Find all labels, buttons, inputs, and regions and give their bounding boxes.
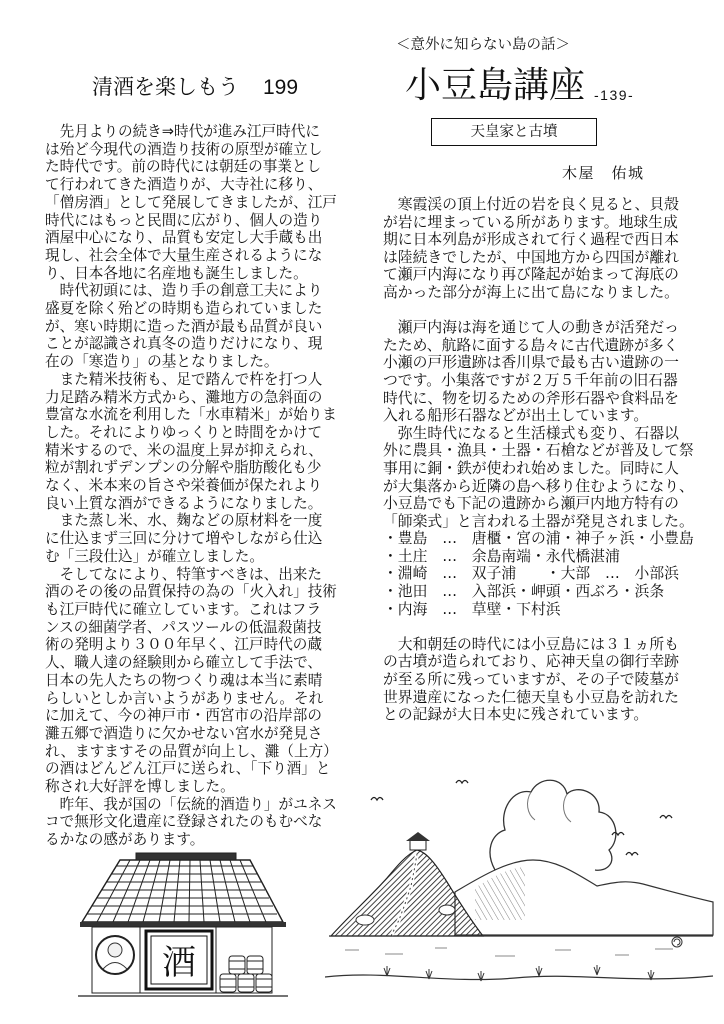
text-line: 酒屋中心になり、品質も安定し大手蔵も出 [45,229,323,247]
text-line: て行われてきた酒造りが、大寺社に移り、 [45,176,323,194]
text-line: 先月よりの続き⇒時代が進み江戸時代に [45,123,320,140]
text-line: 盛夏を除く殆どの時期も造られていました [45,300,323,318]
text-line: 時代初頭には、造り手の創意工夫により [45,282,323,300]
text-line: り、日本各地に名産地も誕生しました。 [45,264,308,282]
text-line: たため、航路に面する島々に古代遺跡が多く [383,336,679,354]
text-line: は陸続きでしたが、中国地方から四国が離れ [383,248,679,266]
topic-label: 天皇家と古墳 [470,124,558,140]
text-line: 力足踏み精米方式から、灘地方の急斜面の [45,388,323,406]
bird [660,816,672,819]
sea-ripples [345,948,673,956]
text-line: に加えて、今の神戸市・西宮市の沿岸部の [45,707,322,725]
island-article-body [383,196,713,724]
column-number: 199 [263,76,299,99]
bird [626,853,638,856]
text-line: 弥生時代になると生活様式も変り、石器以 [383,424,679,442]
text-line: 豊富な水流を利用した「水車精米」が始りま [45,406,337,424]
text-line: 現し、社会全体で大量生産されるようにな [45,246,323,264]
text-line: 良い上質な酒ができるようになりました。 [45,494,323,512]
text-line: ・淵崎 … 双子浦 ・大部 … 小部浜 [383,565,679,583]
text-line: に仕込まず三回に分けて増やしながら仕込 [45,530,323,548]
text-line: 粒が割れずデンプンの分解や脂肪酸化も少 [45,459,322,477]
text-line: 「師楽式」と言われる土器が発見されました。 [383,512,694,530]
text-line: 灘五郷で酒造りに欠かせない宮水が発見さ [45,724,323,742]
paragraph [383,319,713,618]
column-title-text: 清酒を楽しもう [92,75,239,99]
sake-article-body [45,123,363,849]
text-line: 小瀬の戸形遺跡は香川県で最も古い遺跡の一 [383,354,679,372]
text-line: れ、ますますその品質が向上し、灘（上方） [45,742,338,760]
text-line: ことが認識され真冬の造りだけになり、現 [45,335,323,353]
shop-sign-label: 酒 [162,943,196,983]
text-line: 術の発明より３００年早く、江戸時代の蔵 [45,636,322,654]
text-line: また蒸し米、水、麹などの原材料を一度 [45,512,323,530]
text-line: 精米するので、米の温度上昇が抑えられ、 [45,441,323,459]
issue-number: -139- [594,87,635,103]
text-line: の古墳が造られており、応神天皇の御行幸跡 [383,653,679,671]
text-line: ・池田 … 入部浜・岬頭・西ぶろ・浜条 [383,583,665,601]
text-line: ンスの細菌学者、パスツールの低温殺菌技 [45,618,322,636]
text-line: て瀬戸内海になり再び隆起が始まって海底の [383,266,679,284]
text-line: が、寒い時期に造った酒が最も品質が良い [45,317,323,335]
text-line: なく、米本来の旨さや栄養価が保たれより [45,477,322,495]
bird [456,781,468,784]
text-line: 日本の先人たちの物つくり魂は本当に素晴 [45,671,323,689]
text-line: した。それによりゆっくりと時間をかけて [45,423,323,441]
sake-shop-icon [78,852,288,1004]
text-line: 在の「寒造り」の基となりました。 [45,353,279,371]
text-line: との記録が大日本史に残されています。 [383,706,649,724]
author-name: 木屋 佑城 [562,164,645,182]
text-line: ・内海 … 草壁・下村浜 [383,600,561,618]
text-line: コで無形文化遺産に登録されたのもむべな [45,813,323,831]
text-line: そしてなにより、特筆すべきは、出来た [45,565,322,583]
course-title: 小豆島講座 [405,65,586,106]
text-line: ・土庄 … 余島南端・永代橋湛浦 [383,547,620,565]
tiled-roof [82,853,283,922]
paragraph [383,196,713,302]
shrine [406,832,430,850]
text-line: 時代に、物を切るための斧形石器や食料品を [383,389,679,407]
island-landscape-icon [325,770,715,1015]
text-line: 寒霞渓の頂上付近の岩を良く見ると、貝殻 [383,196,679,213]
snail [672,937,682,947]
island-hill [331,832,483,936]
text-line: つです。小集落ですが２万５千年前の旧石器 [383,371,678,389]
text-line: 人、職人達の経験則から確立して手法で、 [45,654,322,672]
text-line: は殆ど今現代の酒造り技術の原型が確立し [45,140,323,158]
text-line: が大集落から近隣の島へ移り住むようになり、 [383,477,694,495]
shop-sign [146,931,212,989]
text-line: が岩に埋まっている所があります。地球生成 [383,213,678,231]
round-window [96,936,134,974]
text-line: 高かった部分が海上に出て島になりました。 [383,283,679,301]
roof-eaves [80,922,286,927]
text-line: 期に日本列島が形成されて行く過程で西日本 [383,231,679,249]
bird [371,798,383,801]
text-line: 外に農具・漁具・土器・石槍などが普及して祭 [383,442,694,460]
cloud [490,780,616,870]
text-line: また精米技術も、足で踏んで杵を打つ人 [45,370,323,388]
text-line: 入れる船形石器などが出土しています。 [383,407,649,425]
text-line: む「三段仕込」が確立しました。 [45,547,264,565]
topic-box [431,118,597,146]
series-label: ＜意外に知らない島の話＞ [396,37,570,53]
text-line: 称され大好評を博しました。 [45,778,235,796]
text-line: の酒はどんどん江戸に送られ、「下り酒」と [45,760,331,778]
column-title-sake [92,72,298,103]
text-line: 酒のその後の品質保持の為の「火入れ」技術 [45,583,337,601]
text-line: らしいとしか言いようがありません。それ [45,689,324,707]
text-line: 「僧房酒」として発展してきましたが、江戸 [45,193,337,211]
shoreline [325,975,713,980]
paragraph [383,636,713,724]
text-line: が至る所に残っていますが、その子で陵墓が [383,671,679,689]
text-line: 瀬戸内海は海を通じて人の動きが活発だっ [383,319,679,337]
text-line: も江戸時代に確立しています。これはフラ [45,600,322,618]
grass-tufts [384,965,654,981]
text-line: るかなの感があります。 [45,831,205,849]
text-line: 事用に銅・鉄が使われ始めました。同時に人 [383,459,679,477]
text-line: 時代にはもっと民間に広がり、個人の造り [45,211,323,229]
text-line: ・豊島 … 唐櫃・宮の浦・神子ヶ浜・小豊島 [383,530,694,548]
text-line: 小豆島でも下記の遺跡から瀬戸内地方特有の [383,495,679,513]
distant-hills [455,860,713,935]
text-line: 昨年、我が国の「伝統的酒造り」がユネス [45,795,337,813]
text-line: た時代です。前の時代には朝廷の事業とし [45,158,322,176]
text-line: 大和朝廷の時代には小豆島には３１ヵ所も [383,635,679,653]
text-line: 世界遺産になった仁徳天皇も小豆島を訪れた [383,688,679,706]
